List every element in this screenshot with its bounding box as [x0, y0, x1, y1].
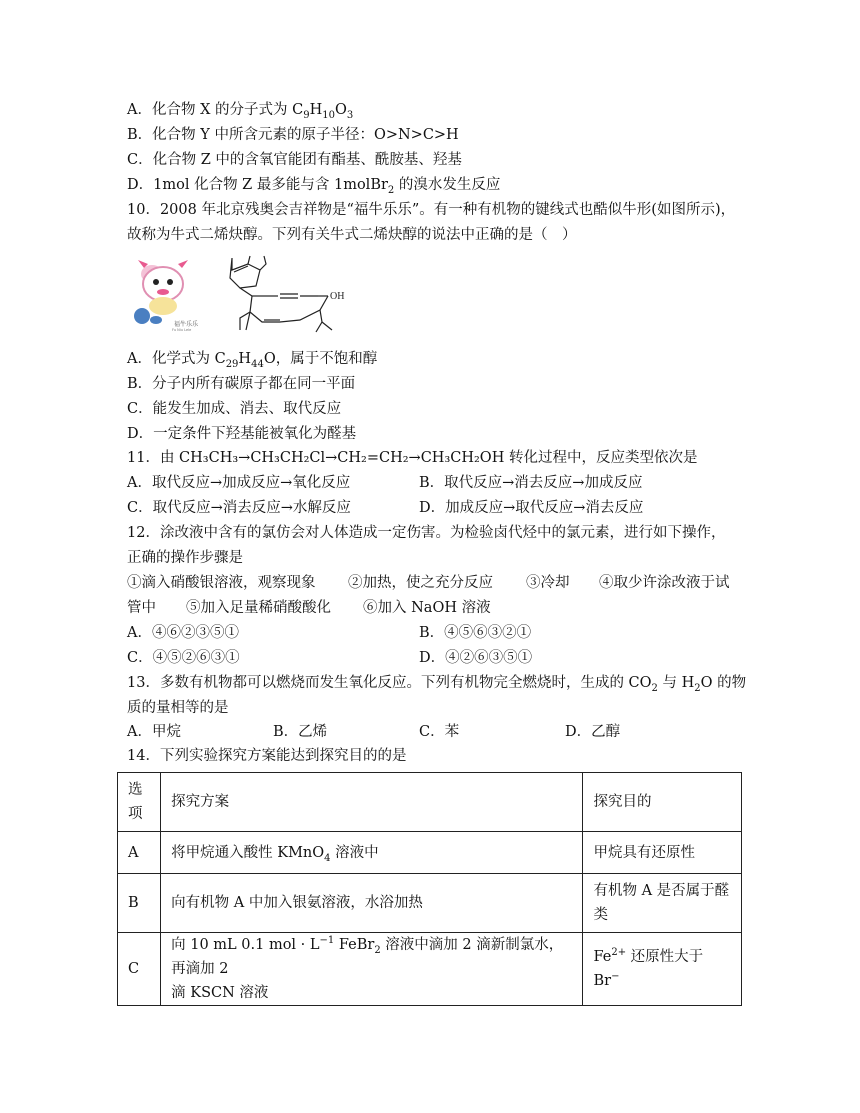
- header-goal: 探究目的: [583, 773, 742, 832]
- q12-stem-line1: 12．涂改液中含有的氯仿会对人体造成一定伤害。为检验卤代烃中的氯元素，进行如下操作，: [127, 525, 726, 541]
- row-option: C: [118, 933, 161, 1006]
- q11-option-b: B．取代反应→消去反应→加成反应: [419, 475, 643, 491]
- q10-option-c: C．能发生加成、消去、取代反应: [127, 401, 342, 417]
- q11-stem: 11．由 CH₃CH₃→CH₃CH₂Cl→CH₂=CH₂→CH₃CH₂OH 转化过程中，反应类型依次是: [127, 450, 698, 466]
- mascot-image: [128, 254, 198, 332]
- q9-option-c: C．化合物 Z 中的含氧官能团有酯基、酰胺基、羟基: [127, 152, 462, 168]
- row-goal: 甲烷具有还原性: [583, 832, 742, 874]
- row-goal: 有机物 A 是否属于醛 类: [583, 874, 742, 933]
- q12-step-3: ③冷却: [526, 575, 570, 591]
- q9-option-d: D．1mol 化合物 Z 最多能与含 1molBr$_2$ 的溴水发生反应: [127, 177, 501, 196]
- row-plan: 将甲烷通入酸性 KMnO$_4$ 溶液中: [161, 832, 583, 874]
- q13-option-a: A．甲烷: [127, 724, 181, 740]
- q12-step-2: ②加热，使之充分反应: [348, 575, 493, 591]
- q10-stem-line2: 故称为牛式二烯炔醇。下列有关牛式二烯炔醇的说法中正确的是（ ）: [127, 227, 577, 243]
- q14-stem: 14．下列实验探究方案能达到探究目的的是: [127, 748, 407, 764]
- mascot-caption-en: Fu Niu Lele: [172, 328, 192, 332]
- mascot-caption: 福牛乐乐: [174, 321, 198, 328]
- q10-option-d: D．一定条件下羟基能被氧化为醛基: [127, 426, 357, 442]
- experiment-table: [117, 772, 742, 1006]
- q13-stem-line1: 13．多数有机物都可以燃烧而发生氧化反应。下列有机物完全燃烧时，生成的 $CO_2$ 与 $H_2O$ 的物: [127, 675, 747, 694]
- q12-step-4-cont: 管中: [127, 600, 156, 616]
- q13-stem-line2: 质的量相等的是: [127, 700, 229, 716]
- q12-step-4: ④取少许涂改液于试: [599, 575, 730, 591]
- oh-label: OH: [330, 291, 345, 302]
- table-row: [118, 933, 742, 1006]
- header-option: 选项: [118, 773, 161, 832]
- row-plan: 向有机物 A 中加入银氨溶液，水浴加热: [161, 874, 583, 933]
- q10-option-b: B．分子内所有碳原子都在同一平面: [127, 376, 356, 392]
- row-option: B: [118, 874, 161, 933]
- table-header-row: [118, 773, 742, 832]
- q11-option-d: D．加成反应→取代反应→消去反应: [419, 500, 644, 516]
- q11-option-a: A．取代反应→加成反应→氧化反应: [127, 475, 351, 491]
- q9-option-b: B．化合物 Y 中所含元素的原子半径：O>N>C>H: [127, 127, 459, 143]
- q12-step-1: ①滴入硝酸银溶液，观察现象: [127, 575, 316, 591]
- table-row: [118, 874, 742, 933]
- q13-option-d: D．乙醇: [565, 724, 621, 740]
- q12-option-d: D．④②⑥③⑤①: [419, 650, 533, 666]
- q10-option-a: A．化学式为 $C_{29}H_{44}O$，属于不饱和醇: [127, 351, 378, 370]
- row-option: A: [118, 832, 161, 874]
- q13-option-c: C．苯: [419, 724, 460, 740]
- q12-option-c: C．④⑤②⑥③①: [127, 650, 240, 666]
- q9-option-a: A．化合物 X 的分子式为 $C_9H_{10}O_3$: [127, 102, 354, 121]
- q12-option-b: B．④⑤⑥③②①: [419, 625, 532, 641]
- row-goal: $Fe^{2+}$ 还原性大于 Br−: [583, 933, 742, 1006]
- header-plan: 探究方案: [161, 773, 583, 832]
- table-row: [118, 832, 742, 874]
- skeletal-formula-diagram: [210, 252, 360, 336]
- q12-step-6: ⑥加入 NaOH 溶液: [363, 600, 491, 616]
- q12-option-a: A．④⑥②③⑤①: [127, 625, 239, 641]
- q11-option-c: C．取代反应→消去反应→水解反应: [127, 500, 351, 516]
- row-plan: 向 10 mL 0.1 mol · $L^{-1}$ FeBr$_2$ 溶液中滴加 2 滴新制氯水，再滴加 2 滴 KSCN 溶液: [161, 933, 583, 1006]
- q13-option-b: B．乙烯: [273, 724, 328, 740]
- q10-stem-line1: 10．2008 年北京残奥会吉祥物是“福牛乐乐”。有一种有机物的键线式也酷似牛形(如图所示)，: [127, 202, 736, 218]
- q12-step-5: ⑤加入足量稀硝酸酸化: [186, 600, 331, 616]
- q12-stem-line2: 正确的操作步骤是: [127, 550, 243, 566]
